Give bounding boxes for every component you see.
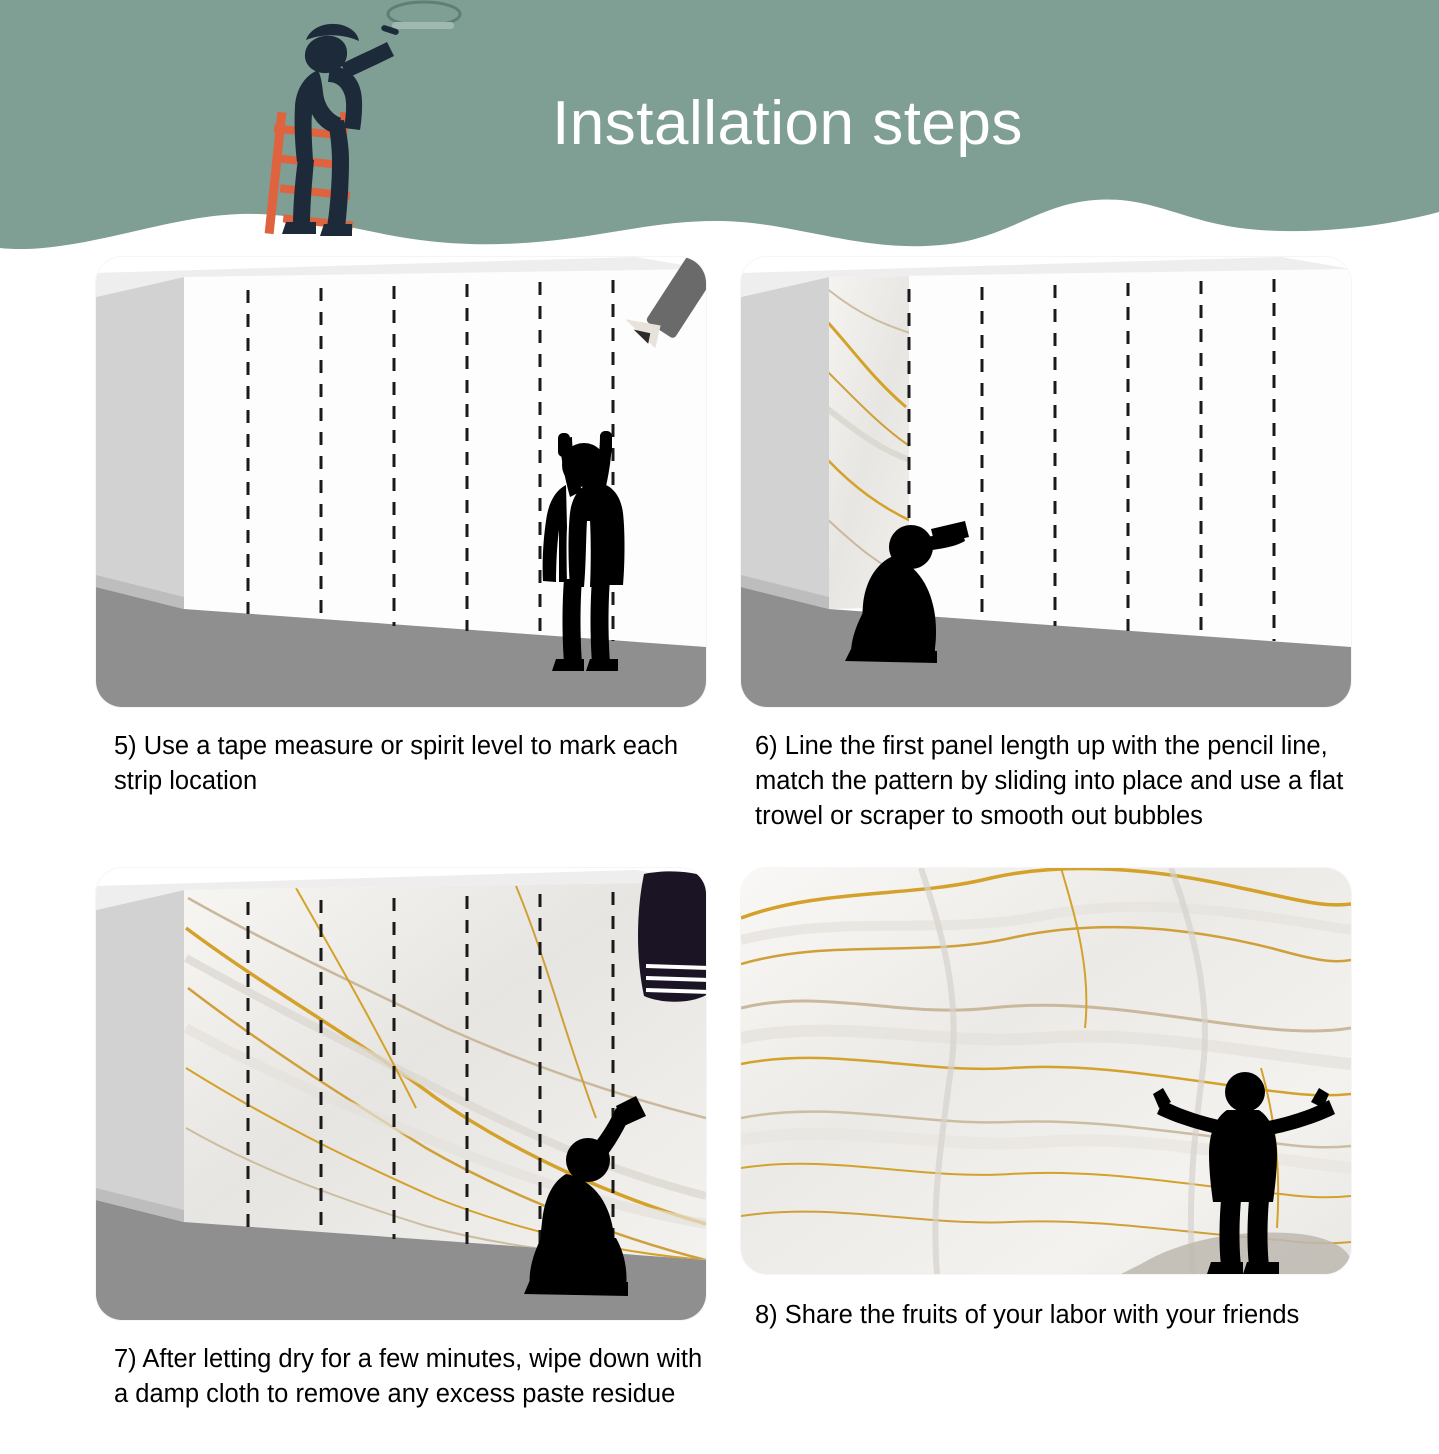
step-6-illustration [741,257,1351,707]
step-5-illustration [96,257,706,707]
header-banner [0,0,1439,265]
step-5-cell [96,257,706,799]
step-8-cell [741,868,1351,1333]
towel-icon [638,871,706,1001]
page-title: Installation steps [552,89,1023,158]
step-7-illustration [96,868,706,1320]
room-scene-marked-wall [96,257,706,707]
step-8-illustration [741,868,1351,1274]
step-8-caption: 8) Share the fruits of your labor with your friends [755,1301,1300,1329]
step-6-cell [741,257,1351,835]
step-7-caption: 7) After letting dry for a few minutes, wipe down with a damp cloth to remove any excess paste residue [114,1345,703,1409]
step-7-cell [96,868,706,1412]
room-scene-wipe-down [96,868,706,1320]
step-6-caption: 6) Line the first panel length up with the pencil line, match the pattern by sliding into place and use a flat trowel or scraper to smooth out bubbles [755,732,1344,831]
room-scene-first-panel [741,257,1351,707]
finished-marble-wall [741,868,1351,1274]
step-5-caption: 5) Use a tape measure or spirit level to mark each strip location [114,732,679,796]
